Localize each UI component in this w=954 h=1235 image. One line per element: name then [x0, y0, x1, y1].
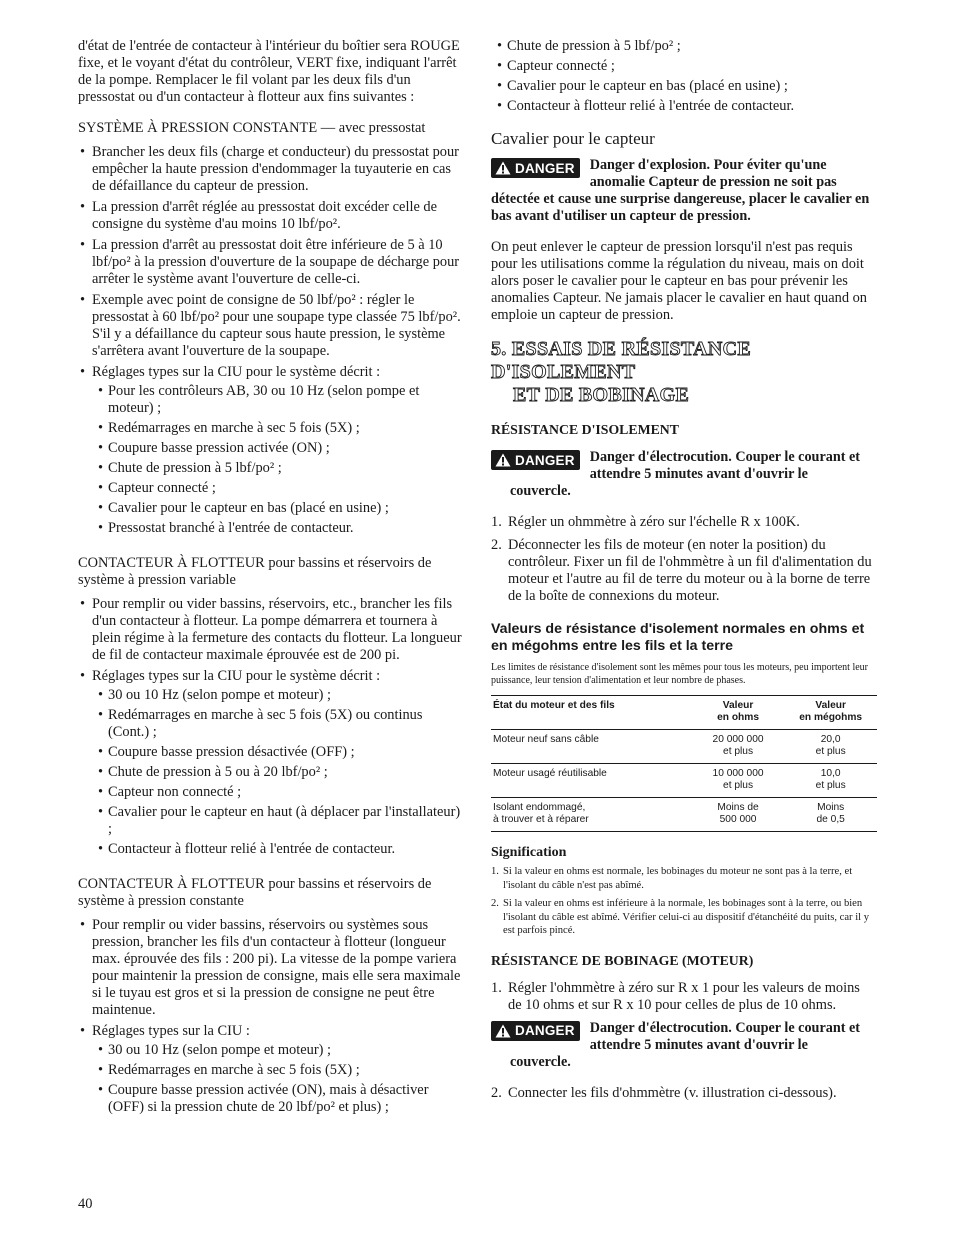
step-text: Régler l'ohmmètre à zéro sur R x 1 pour les valeurs de moins de 10 ohms et sur R x 10 pour celles de plus de 10 ohms.: [508, 979, 860, 1013]
list-item: • 30 ou 10 Hz (selon pompe et moteur) ;: [92, 687, 466, 704]
list-item: [78, 1023, 466, 1116]
list-item: • Chute de pression à 5 ou à 20 lbf/po² ;: [92, 764, 466, 781]
table-cell: Moins de 500 000: [692, 798, 785, 832]
step-text: Déconnecter les fils de moteur (en noter la position) du contrôleur. Fixer un fil de l'ohmmètre à un fil d'alimentation du moteur et l'autre au fil de terre du moteur ou à la borne de terre de la boîte de connexions du moteur.: [508, 537, 872, 604]
table-note: Les limites de résistance d'isolement sont les mêmes pour tous les moteurs, peu importent leur puissance, leur tension d'alimentation et leur nombre de phases.: [491, 662, 869, 686]
table-header-row: [491, 696, 877, 730]
list-item: 1. Régler un ohmmètre à zéro sur l'échelle R x 100K.: [491, 514, 800, 530]
danger-text: Danger d'explosion. Pour éviter qu'une anomalie Capteur de pression ne soit pas: [589, 157, 837, 190]
danger-label: DANGER: [515, 452, 575, 468]
cavalier-paragraph: On peut enlever le capteur de pression lorsqu'il n'est pas requis pour les utilisations comme la régulation du niveau, mais on doit alors poser le cavalier pour le capteur en bas pour prévenir les anomalies Capteur. Ne jamais placer le cavalier en haut quand on emploie un capteur de pression.: [491, 239, 868, 323]
table-row: [491, 798, 877, 832]
list-item-text: Réglages types sur la CIU pour le système décrit :: [92, 668, 381, 684]
section-heading-line: ET DE BOBINAGE: [513, 384, 690, 406]
table-cell: 20 000 000 et plus: [692, 730, 785, 764]
list-item-text: Réglages types sur la CIU pour le système décrit :: [92, 364, 381, 380]
list-item: • Pour remplir ou vider bassins, réservoirs ou systèmes sous pression, brancher les fils d'un contacteur à flotteur (longueur max. éprouvée des fils : 200 pi). La vitesse de la pompe variera pour maintenir la pression de consigne, mais elle sera maximale si le tuyau est gros et si la pression de consigne ne peut être maintenue.: [78, 917, 466, 1019]
list-item: • Redémarrages en marche à sec 5 fois (5X) ou continus (Cont.) ;: [92, 707, 466, 741]
bobinage-steps: [491, 980, 877, 1014]
list-item: • Chute de pression à 5 lbf/po² ;: [92, 460, 466, 477]
list-item: • Chute de pression à 5 lbf/po² ;: [491, 38, 877, 55]
list-item-text: Réglages types sur la CIU :: [92, 1023, 250, 1039]
list-item: • 30 ou 10 Hz (selon pompe et moteur) ;: [92, 1042, 466, 1059]
signification-list: [491, 865, 877, 938]
warning-triangle-icon: [495, 1024, 511, 1038]
list-item: • Capteur non connecté ;: [92, 784, 466, 801]
list-item: • Contacteur à flotteur relié à l'entrée de contacteur.: [491, 98, 877, 115]
danger-text-continued: couvercle.: [510, 483, 571, 499]
pressostat-bullets: [78, 144, 466, 537]
step-text: Connecter les fils d'ohmmètre (v. illustration ci-dessous).: [508, 1084, 837, 1101]
danger-badge: [491, 450, 580, 470]
list-item: [78, 364, 466, 537]
column-header: Valeur en ohms: [717, 700, 759, 723]
danger-text: Danger d'électrocution. Couper le courant et attendre 5 minutes avant d'ouvrir le: [589, 449, 861, 482]
list-item: • La pression d'arrêt réglée au pressostat doit excéder celle de consigne du système d'au moins 10 lbf/po².: [78, 199, 466, 233]
bobinage-steps-continued: [491, 1085, 877, 1102]
list-item: • Brancher les deux fils (charge et conducteur) du pressostat pour empêcher la haute pression d'endommager la tuyauterie en cas de défaillance du capteur de pression.: [78, 144, 466, 195]
warning-triangle-icon: [495, 161, 511, 175]
isolement-heading: RÉSISTANCE D'ISOLEMENT: [491, 422, 679, 437]
list-item: • Coupure basse pression désactivée (OFF) ;: [92, 744, 466, 761]
list-item: • Pressostat branché à l'entrée de contacteur.: [92, 520, 466, 537]
section-title-float-variable: CONTACTEUR À FLOTTEUR pour bassins et réservoirs de système à pression variable: [78, 555, 432, 588]
left-column: [78, 38, 466, 1120]
list-item: 2. Connecter les fils d'ohmmètre (v. illustration ci-dessous).: [491, 1084, 837, 1101]
signification-heading: Signification: [491, 845, 567, 860]
intro-paragraph: d'état de l'entrée de contacteur à l'intérieur du boîtier sera ROUGE fixe, et le voyant d'état du contrôleur, VERT fixe, indiquant l'arrêt de la pompe. Remplacer le fil volant par les deux fils d'un pressostat ou d'un contacteur à flotteur aux fins suivantes :: [78, 38, 460, 105]
section-heading-line: 5. ESSAIS DE RÉSISTANCE D'ISOLEMENT: [491, 338, 751, 383]
table-title: Valeurs de résistance d'isolement normales en ohms et en mégohms entre les fils et la terre: [491, 621, 865, 654]
table-cell: 10 000 000 et plus: [692, 764, 785, 798]
item-text: Si la valeur en ohms est normale, les bobinages du moteur ne sont pas à la terre, et l'isolant du câble n'est pas abîmé.: [503, 866, 853, 891]
warning-triangle-icon: [495, 453, 511, 467]
insulation-resistance-table: [491, 695, 877, 832]
list-item: • Coupure basse pression activée (ON) ;: [92, 440, 466, 457]
ciu-settings-list: [92, 1042, 466, 1116]
right-column: [491, 38, 877, 1108]
list-item: • Contacteur à flotteur relié à l'entrée de contacteur.: [92, 841, 466, 858]
danger-text-continued: détectée et cause une surprise dangereuse, placer le cavalier en bas avant d'utiliser un capteur de pression.: [491, 191, 870, 224]
danger-badge: [491, 158, 580, 178]
bobinage-heading: RÉSISTANCE DE BOBINAGE (MOTEUR): [491, 952, 754, 968]
danger-badge: [491, 1021, 580, 1041]
page-number: 40: [78, 1196, 93, 1212]
cavalier-heading: Cavalier pour le capteur: [491, 129, 655, 148]
list-item: • Capteur connecté ;: [92, 480, 466, 497]
column-header: État du moteur et des fils: [493, 700, 615, 711]
ciu-settings-list: [92, 383, 466, 537]
section-title-pressostat: SYSTÈME À PRESSION CONSTANTE — avec pressostat: [78, 120, 426, 136]
list-item: • Cavalier pour le capteur en bas (placé en usine) ;: [491, 78, 877, 95]
table-cell: Moins de 0,5: [784, 798, 877, 832]
float-constant-bullets: [78, 917, 466, 1116]
table-row: [491, 730, 877, 764]
column-header: Valeur en mégohms: [799, 700, 863, 723]
list-item: • Redémarrages en marche à sec 5 fois (5X) ;: [92, 420, 466, 437]
table-cell: Isolant endommagé, à trouver et à réparer: [491, 798, 692, 832]
list-item: • La pression d'arrêt au pressostat doit être inférieure de 5 à 10 lbf/po² à la pression d'ouverture de la soupape de décharge pour arrêter le système avant l'ouverture de celle-ci.: [78, 237, 466, 288]
danger-text-continued: couvercle.: [510, 1053, 571, 1070]
section-title-float-constant: CONTACTEUR À FLOTTEUR pour bassins et réservoirs de système à pression constante: [78, 876, 432, 909]
danger-label: DANGER: [515, 1023, 575, 1038]
list-item: 2. Déconnecter les fils de moteur (en noter la position) du contrôleur. Fixer un fil de l'ohmmètre à un fil d'alimentation du moteur et l'autre au fil de terre du moteur ou à la borne de terre de la boîte de connexions du moteur.: [491, 537, 872, 604]
table-row: [491, 764, 877, 798]
list-item: • Pour remplir ou vider bassins, réservoirs, etc., brancher les fils d'un contacteur à flotteur. La pompe démarrera et tournera à plein régime à la fermeture des contacts du flotteur. La longueur de fil de contacteur maximale éprouvée est de 200 pi.: [78, 596, 466, 664]
danger-notice-explosion: [491, 157, 877, 225]
danger-notice-electrocution: [491, 449, 877, 500]
table-cell: 10,0 et plus: [784, 764, 877, 798]
float-variable-bullets: [78, 596, 466, 858]
list-item: 2. Si la valeur en ohms est inférieure à la normale, les bobinages sont à la terre, ou bien l'isolant du câble est abîmé. Vérifier celui-ci au dispositif d'étanchéité du puits, car il y est parfois pincé.: [491, 898, 870, 936]
list-item: 1. Régler l'ohmmètre à zéro sur R x 1 pour les valeurs de moins de 10 ohms et sur R x 10 pour celles de plus de 10 ohms.: [491, 979, 860, 1013]
ciu-settings-continued: [491, 38, 877, 115]
list-item: • Cavalier pour le capteur en haut (à déplacer par l'installateur) ;: [92, 804, 466, 838]
step-text: Régler un ohmmètre à zéro sur l'échelle R x 100K.: [508, 514, 800, 530]
table-cell: Moteur usagé réutilisable: [491, 764, 692, 798]
danger-label: DANGER: [515, 160, 575, 176]
item-text: Si la valeur en ohms est inférieure à la normale, les bobinages sont à la terre, ou bien l'isolant du câble est abîmé. Vérifier celui-ci au dispositif d'étanchéité du puits, car il y est parfois pincé.: [503, 898, 870, 936]
table-cell: Moteur neuf sans câble: [491, 730, 692, 764]
list-item: • Pour les contrôleurs AB, 30 ou 10 Hz (selon pompe et moteur) ;: [92, 383, 466, 417]
list-item: [78, 668, 466, 858]
danger-notice-electrocution: [491, 1020, 877, 1071]
list-item: • Coupure basse pression activée (ON), mais à désactiver (OFF) si la pression chute de 20 lbf/po² et plus) ;: [92, 1082, 466, 1116]
list-item: • Capteur connecté ;: [491, 58, 877, 75]
list-item: 1. Si la valeur en ohms est normale, les bobinages du moteur ne sont pas à la terre, et l'isolant du câble n'est pas abîmé.: [491, 866, 853, 891]
danger-text: Danger d'électrocution. Couper le courant et attendre 5 minutes avant d'ouvrir le: [589, 1019, 861, 1053]
isolement-steps: [491, 514, 877, 605]
ciu-settings-list: [92, 687, 466, 858]
list-item: • Cavalier pour le capteur en bas (placé en usine) ;: [92, 500, 466, 517]
list-item: • Exemple avec point de consigne de 50 lbf/po² : régler le pressostat à 60 lbf/po² pour une soupape type classée 75 lbf/po². S'il y a défaillance du capteur sous haute pression, le système s'arrêtera avant l'ouverture de la soupape.: [78, 292, 466, 360]
list-item: • Redémarrages en marche à sec 5 fois (5X) ;: [92, 1062, 466, 1079]
table-cell: 20,0 et plus: [784, 730, 877, 764]
section-heading-5: [491, 338, 877, 407]
